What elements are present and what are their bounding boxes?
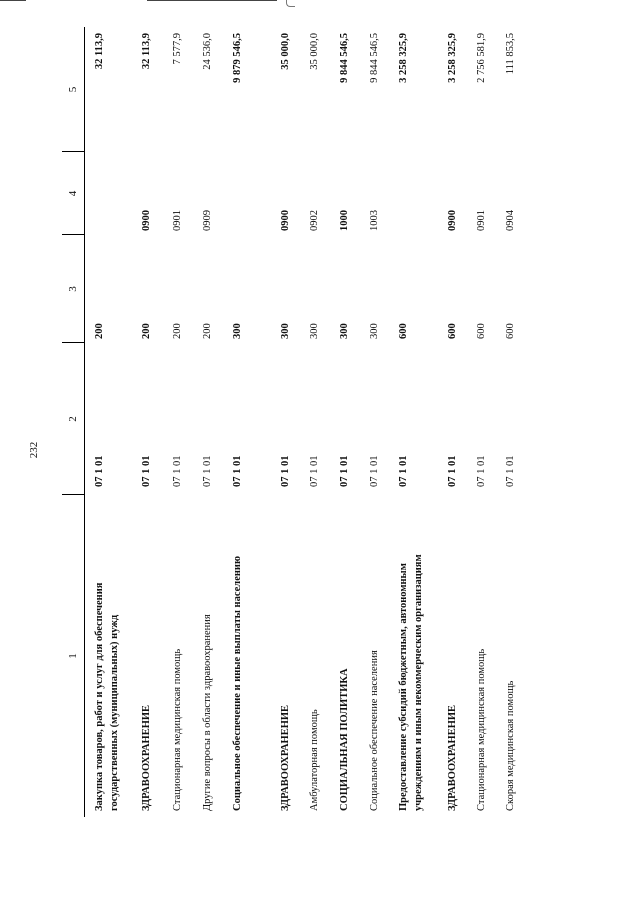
row-name: Закупка товаров, работ и услуг для обеспечения государственных (муниципальных) нужд — [94, 582, 120, 811]
row-section: 0901 — [172, 210, 183, 231]
row-name: Стационарная медицинская помощь — [172, 648, 183, 811]
row-code: 07 1 01 — [141, 455, 152, 487]
row-amount: 32 113,9 — [141, 33, 152, 70]
row-section: 0902 — [309, 210, 320, 231]
row-code: 07 1 01 — [309, 455, 320, 487]
row-type: 200 — [141, 323, 152, 339]
row-amount: 2 756 581,9 — [476, 33, 487, 83]
top-edge-rule-left — [0, 0, 26, 1]
header-col-1: 1 — [67, 653, 79, 659]
row-section: 1000 — [339, 210, 350, 231]
row-code: 07 1 01 — [339, 455, 350, 487]
row-amount: 9 844 546,5 — [369, 33, 380, 83]
row-type: 300 — [339, 323, 350, 339]
row-section: 0909 — [202, 210, 213, 231]
row-code: 07 1 01 — [369, 455, 380, 487]
row-name: ЗДРАВООХРАНЕНИЕ — [280, 704, 291, 811]
row-type: 600 — [447, 323, 458, 339]
row-code: 07 1 01 — [232, 455, 243, 487]
row-type: 300 — [309, 323, 320, 339]
row-name: Социальное обеспечение и иные выплаты населению — [232, 556, 243, 811]
header-col-2: 2 — [67, 416, 79, 422]
row-type: 300 — [232, 323, 243, 339]
row-type: 200 — [172, 323, 183, 339]
row-name: ЗДРАВООХРАНЕНИЕ — [141, 704, 152, 811]
row-code: 07 1 01 — [476, 455, 487, 487]
row-amount: 111 853,5 — [505, 33, 516, 75]
row-section: 0900 — [280, 210, 291, 231]
row-type: 600 — [505, 323, 516, 339]
row-name: ЗДРАВООХРАНЕНИЕ — [447, 704, 458, 811]
budget-table — [62, 27, 582, 817]
row-name: Амбулаторная помощь — [309, 709, 320, 811]
row-type: 200 — [202, 323, 213, 339]
row-amount: 9 844 546,5 — [339, 33, 350, 83]
row-section: 0904 — [505, 210, 516, 231]
row-amount: 24 536,0 — [202, 33, 213, 70]
top-edge-rule-right — [147, 0, 277, 1]
row-code: 07 1 01 — [202, 455, 213, 487]
row-name: Другие вопросы в области здравоохранения — [202, 614, 213, 811]
row-code: 07 1 01 — [94, 455, 105, 487]
header-col-5: 5 — [67, 86, 79, 93]
row-section: 0900 — [141, 210, 152, 231]
row-code: 07 1 01 — [398, 455, 409, 487]
top-edge-mark — [286, 0, 295, 7]
row-code: 07 1 01 — [505, 455, 516, 487]
header-col-3: 3 — [67, 286, 79, 292]
row-name: СОЦИАЛЬНАЯ ПОЛИТИКА — [339, 668, 350, 811]
header-col-4: 4 — [67, 190, 79, 197]
row-section: 0900 — [447, 210, 458, 231]
row-amount: 3 258 325,9 — [447, 33, 458, 83]
row-section: 1003 — [369, 210, 380, 231]
row-amount: 35 000,0 — [309, 33, 320, 70]
row-amount: 32 113,9 — [94, 33, 105, 70]
row-amount: 3 258 325,9 — [398, 33, 409, 83]
row-amount: 35 000,0 — [280, 33, 291, 70]
row-type: 300 — [280, 323, 291, 339]
row-name: Стационарная медицинская помощь — [476, 648, 487, 811]
row-type: 600 — [476, 323, 487, 339]
row-code: 07 1 01 — [280, 455, 291, 487]
row-amount: 9 879 546,5 — [232, 33, 243, 83]
row-section: 0901 — [476, 210, 487, 231]
row-code: 07 1 01 — [447, 455, 458, 487]
row-name: Социальное обеспечение населения — [369, 650, 380, 811]
row-type: 200 — [94, 323, 105, 339]
row-name: Предоставление субсидий бюджетным, автономным учреждениям и иным некоммерческим организациям — [398, 554, 424, 811]
row-type: 300 — [369, 323, 380, 339]
row-code: 07 1 01 — [172, 455, 183, 487]
page-number: 232 — [28, 441, 40, 459]
row-amount: 7 577,9 — [172, 33, 183, 65]
row-type: 600 — [398, 323, 409, 339]
row-name: Скорая медицинская помощь — [505, 680, 516, 811]
